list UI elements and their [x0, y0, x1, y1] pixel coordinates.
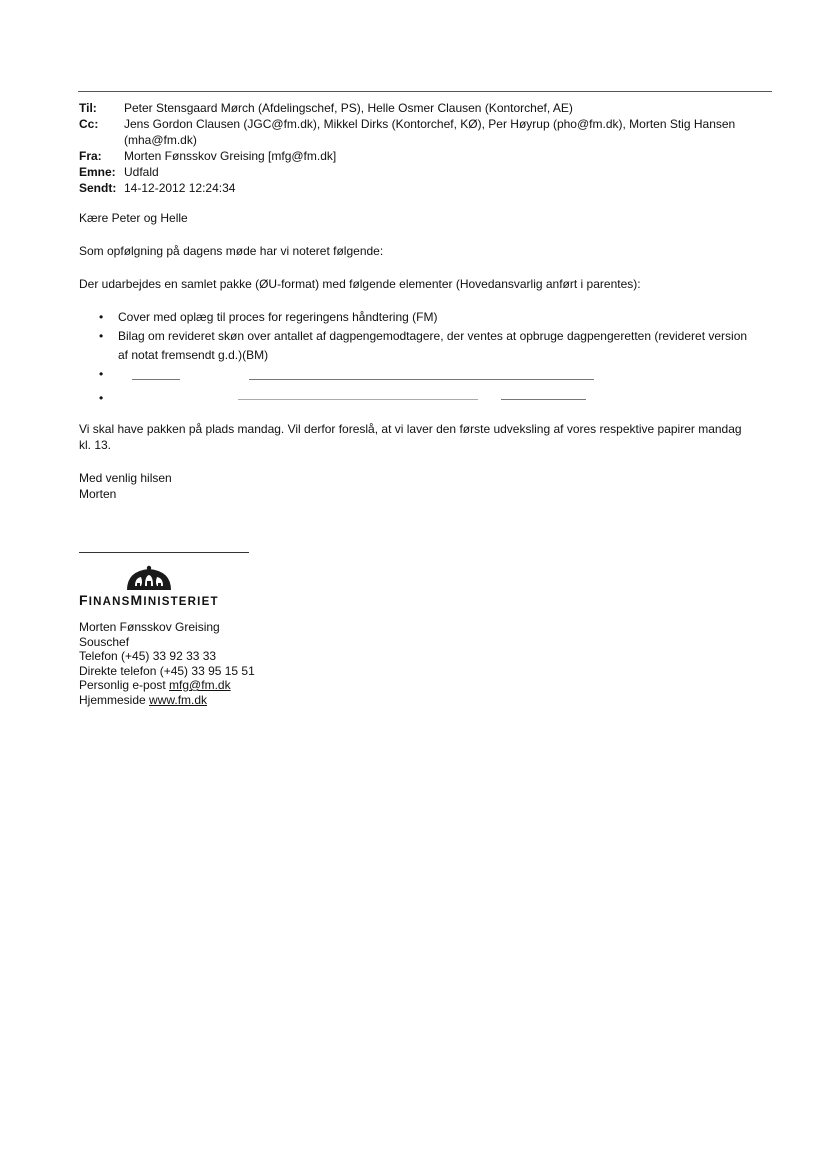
subject-value: Udfald [124, 165, 159, 179]
list-item-text: Cover med oplæg til proces for regeringens håndtering (FM) [118, 310, 438, 324]
crown-icon [125, 565, 173, 591]
signature-web-row [79, 693, 255, 708]
cc-row [79, 116, 759, 148]
package-paragraph: Der udarbejdes en samlet pakke (ØU-format) med følgende elementer (Hovedansvarlig anført i parentes): [79, 277, 641, 291]
bullet-icon: • [99, 367, 104, 381]
email-prefix: Personlig e-post [79, 678, 170, 692]
sent-value: 14-12-2012 12:24:34 [124, 181, 236, 195]
redaction-mark [249, 379, 594, 380]
closing-paragraph: Vi skal have pakken på plads mandag. Vil derfor foreslå, at vi laver den første udveksling af vores respektive papirer mandag kl. 13. [79, 422, 742, 452]
list-item-text: Bilag om revideret skøn over antallet af dagpengemodtagere, der ventes at opbruge dagpengeretten (revideret version af notat fremsendt g.d.)(BM) [118, 329, 748, 362]
logo-wordmark: FINANSMINISTERIET [79, 592, 219, 608]
signature-phone: Telefon (+45) 33 92 33 33 [79, 649, 217, 663]
redacted-list-item [79, 365, 749, 389]
bullet-icon: • [99, 391, 104, 405]
bullet-icon: • [99, 329, 104, 343]
ministry-logo [79, 565, 239, 608]
redacted-list-item [79, 389, 749, 411]
sent-row [79, 180, 759, 196]
bullet-icon: • [99, 310, 104, 324]
list-item [79, 308, 749, 327]
signature-block [79, 620, 255, 707]
to-value: Peter Stensgaard Mørch (Afdelingschef, PS), Helle Osmer Clausen (Kontorchef, AE) [124, 101, 573, 115]
closing-name: Morten [79, 487, 117, 501]
signature-email-row [79, 678, 255, 693]
redaction-mark [132, 379, 180, 380]
redaction-mark [238, 399, 478, 400]
cc-value: Jens Gordon Clausen (JGC@fm.dk), Mikkel Dirks (Kontorchef, KØ), Per Høyrup (pho@fm.dk), Morten Stig Hansen (mha@fm.dk) [124, 117, 736, 147]
signature-name: Morten Fønsskov Greising [79, 620, 220, 634]
sent-label: Sendt: [79, 181, 117, 195]
email-link[interactable]: mfg@fm.dk [169, 678, 231, 692]
closing-salutation: Med venlig hilsen [79, 471, 172, 485]
signature-direct-phone: Direkte telefon (+45) 33 95 15 51 [79, 663, 255, 678]
subject-row [79, 164, 759, 180]
cc-label: Cc: [79, 117, 99, 131]
element-list [79, 308, 749, 411]
to-row [79, 100, 759, 116]
email-body [79, 210, 749, 502]
header-top-rule [78, 91, 772, 92]
from-value: Morten Fønsskov Greising [mfg@fm.dk] [124, 149, 337, 163]
from-row [79, 148, 759, 164]
subject-label: Emne: [79, 165, 116, 179]
web-prefix: Hjemmeside [79, 692, 150, 707]
email-header [79, 100, 759, 196]
greeting: Kære Peter og Helle [79, 211, 188, 225]
signature-rule [79, 552, 249, 553]
website-link[interactable]: www.fm.dk [149, 692, 208, 707]
intro-paragraph: Som opfølgning på dagens møde har vi noteret følgende: [79, 244, 384, 258]
signature-title: Souschef [79, 634, 130, 649]
from-label: Fra: [79, 149, 102, 163]
to-label: Til: [79, 101, 97, 115]
list-item [79, 327, 749, 365]
redaction-mark [501, 399, 586, 400]
